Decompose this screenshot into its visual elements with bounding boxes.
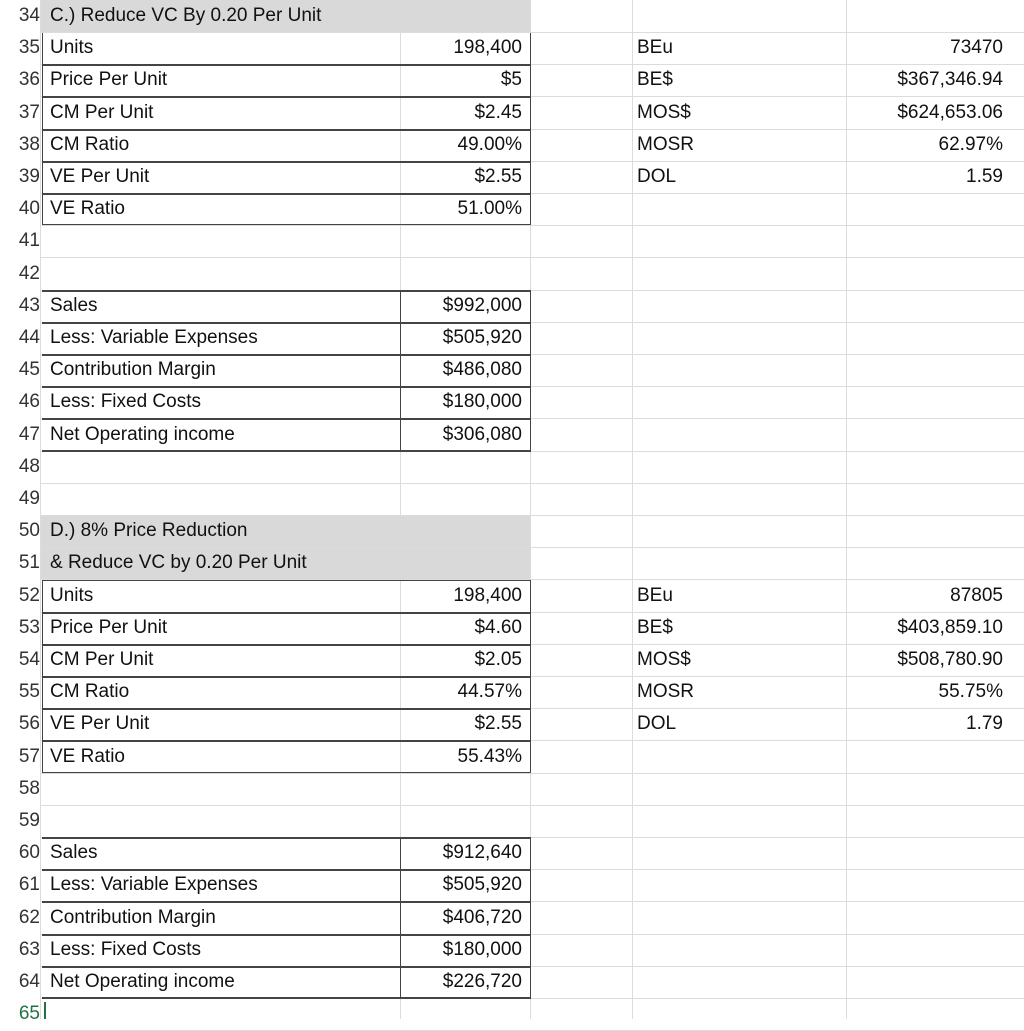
cell-metric-name[interactable]: MOSR <box>637 681 694 702</box>
cell-value[interactable]: $180,000 <box>442 939 522 960</box>
row-number[interactable]: 49 <box>18 488 40 509</box>
row-number[interactable]: 60 <box>18 842 40 863</box>
cell-label[interactable]: Less: Variable Expenses <box>50 874 258 895</box>
cell-label[interactable]: Units <box>50 585 94 606</box>
row-number[interactable]: 35 <box>18 37 40 58</box>
cell-metric-name[interactable]: BE$ <box>637 617 673 638</box>
row-divider <box>40 773 1024 774</box>
col-divider <box>846 0 847 1019</box>
cell-label[interactable]: VE Ratio <box>50 198 125 219</box>
cell-metric-value[interactable]: 73470 <box>950 37 1003 58</box>
row-number[interactable]: 58 <box>18 778 40 799</box>
cell-label[interactable]: CM Per Unit <box>50 649 154 670</box>
cell-label[interactable]: Price Per Unit <box>50 617 168 638</box>
row-divider <box>40 225 1024 226</box>
cell-value[interactable]: $2.45 <box>474 102 522 123</box>
cell-cursor <box>44 1002 46 1019</box>
cell-value[interactable]: $505,920 <box>442 874 522 895</box>
row-number[interactable]: 55 <box>18 681 40 702</box>
cell-value[interactable]: $2.05 <box>474 649 522 670</box>
col-divider <box>632 0 633 1019</box>
cell-label[interactable]: Less: Fixed Costs <box>50 391 201 412</box>
cell-label[interactable]: Net Operating income <box>50 971 235 992</box>
row-number[interactable]: 51 <box>18 552 40 573</box>
cell-value[interactable]: $992,000 <box>442 295 522 316</box>
cell-label[interactable]: VE Per Unit <box>50 166 150 187</box>
row-number[interactable]: 37 <box>18 102 40 123</box>
cell-value[interactable]: $912,640 <box>442 842 522 863</box>
cell-label[interactable]: CM Ratio <box>50 134 130 155</box>
cell-value[interactable]: 55.43% <box>457 746 522 767</box>
cell-label[interactable]: CM Per Unit <box>50 102 154 123</box>
cell-value[interactable]: 51.00% <box>457 198 522 219</box>
cell-value[interactable]: 49.00% <box>457 134 522 155</box>
cell-value[interactable]: 198,400 <box>453 37 522 58</box>
cell-value[interactable]: $2.55 <box>474 166 522 187</box>
row-number[interactable]: 36 <box>18 69 40 90</box>
cell-label[interactable]: VE Per Unit <box>50 713 150 734</box>
cell-metric-value[interactable]: 55.75% <box>938 681 1003 702</box>
cell-metric-value[interactable]: 1.59 <box>966 166 1003 187</box>
cell-value[interactable]: 198,400 <box>453 585 522 606</box>
row-divider <box>40 483 1024 484</box>
cell-value[interactable]: $406,720 <box>442 907 522 928</box>
cell-value[interactable]: $4.60 <box>474 617 522 638</box>
row-divider <box>40 257 1024 258</box>
row-number[interactable]: 46 <box>18 391 40 412</box>
cell-value[interactable]: $180,000 <box>442 391 522 412</box>
cell-metric-value[interactable]: 62.97% <box>938 134 1003 155</box>
cell-value[interactable]: $306,080 <box>442 424 522 445</box>
cell-label[interactable]: C.) Reduce VC By 0.20 Per Unit <box>50 5 322 26</box>
row-number[interactable]: 44 <box>18 327 40 348</box>
cell-label[interactable]: Units <box>50 37 94 58</box>
row-number[interactable]: 63 <box>18 939 40 960</box>
cell-border <box>42 450 531 452</box>
cell-metric-value[interactable]: $508,780.90 <box>897 649 1003 670</box>
cell-value[interactable]: 44.57% <box>457 681 522 702</box>
row-number[interactable]: 42 <box>18 263 40 284</box>
cell-label[interactable]: & Reduce VC by 0.20 Per Unit <box>50 552 307 573</box>
cell-metric-name[interactable]: MOS$ <box>637 649 691 670</box>
cell-label[interactable]: Less: Fixed Costs <box>50 939 201 960</box>
cell-label[interactable]: Net Operating income <box>50 424 235 445</box>
cell-label[interactable]: CM Ratio <box>50 681 130 702</box>
cell-metric-value[interactable]: 87805 <box>950 585 1003 606</box>
row-number[interactable]: 34 <box>18 5 40 26</box>
cell-label[interactable]: VE Ratio <box>50 746 125 767</box>
row-number[interactable]: 39 <box>18 166 40 187</box>
cell-border <box>42 290 531 292</box>
row-number[interactable]: 61 <box>18 874 40 895</box>
cell-metric-name[interactable]: DOL <box>637 166 677 187</box>
cell-label[interactable]: Price Per Unit <box>50 69 168 90</box>
cell-metric-name[interactable]: BEu <box>637 585 673 606</box>
cell-label[interactable]: Contribution Margin <box>50 359 216 380</box>
row-number[interactable]: 48 <box>18 456 40 477</box>
cell-label[interactable]: D.) 8% Price Reduction <box>50 520 248 541</box>
cell-value[interactable]: $2.55 <box>474 713 522 734</box>
row-number[interactable]: 54 <box>18 649 40 670</box>
cell-label[interactable]: Contribution Margin <box>50 907 216 928</box>
cell-metric-value[interactable]: $403,859.10 <box>897 617 1003 638</box>
cell-border <box>42 837 531 839</box>
cell-value[interactable]: $486,080 <box>442 359 522 380</box>
row-number[interactable]: 57 <box>18 746 40 767</box>
cell-label[interactable]: Sales <box>50 842 98 863</box>
cell-metric-value[interactable]: $367,346.94 <box>897 69 1003 90</box>
cell-label[interactable]: Less: Variable Expenses <box>50 327 258 348</box>
cell-value[interactable]: $226,720 <box>442 971 522 992</box>
row-number[interactable]: 50 <box>18 520 40 541</box>
row-number[interactable]: 40 <box>18 198 40 219</box>
cell-border <box>42 997 531 999</box>
cell-label[interactable]: Sales <box>50 295 98 316</box>
row-number[interactable]: 38 <box>18 134 40 155</box>
row-number[interactable]: 52 <box>18 585 40 606</box>
row-number[interactable]: 43 <box>18 295 40 316</box>
cell-metric-value[interactable]: 1.79 <box>966 713 1003 734</box>
cell-metric-value[interactable]: $624,653.06 <box>897 102 1003 123</box>
row-divider <box>40 805 1024 806</box>
row-number[interactable]: 53 <box>18 617 40 638</box>
row-number[interactable]: 65 <box>18 1003 40 1024</box>
row-number[interactable]: 59 <box>18 810 40 831</box>
row-number[interactable]: 47 <box>18 424 40 445</box>
row-number[interactable]: 41 <box>18 230 40 251</box>
cell-metric-name[interactable]: MOSR <box>637 134 694 155</box>
cell-metric-name[interactable]: BE$ <box>637 69 673 90</box>
row-number[interactable]: 56 <box>18 713 40 734</box>
row-number[interactable]: 45 <box>18 359 40 380</box>
cell-metric-name[interactable]: DOL <box>637 713 677 734</box>
cell-value[interactable]: $5 <box>500 69 522 90</box>
cell-metric-name[interactable]: BEu <box>637 37 673 58</box>
row-number[interactable]: 62 <box>18 907 40 928</box>
cell-metric-name[interactable]: MOS$ <box>637 102 691 123</box>
cell-value[interactable]: $505,920 <box>442 327 522 348</box>
col-divider <box>40 0 41 1019</box>
row-number[interactable]: 64 <box>18 971 40 992</box>
